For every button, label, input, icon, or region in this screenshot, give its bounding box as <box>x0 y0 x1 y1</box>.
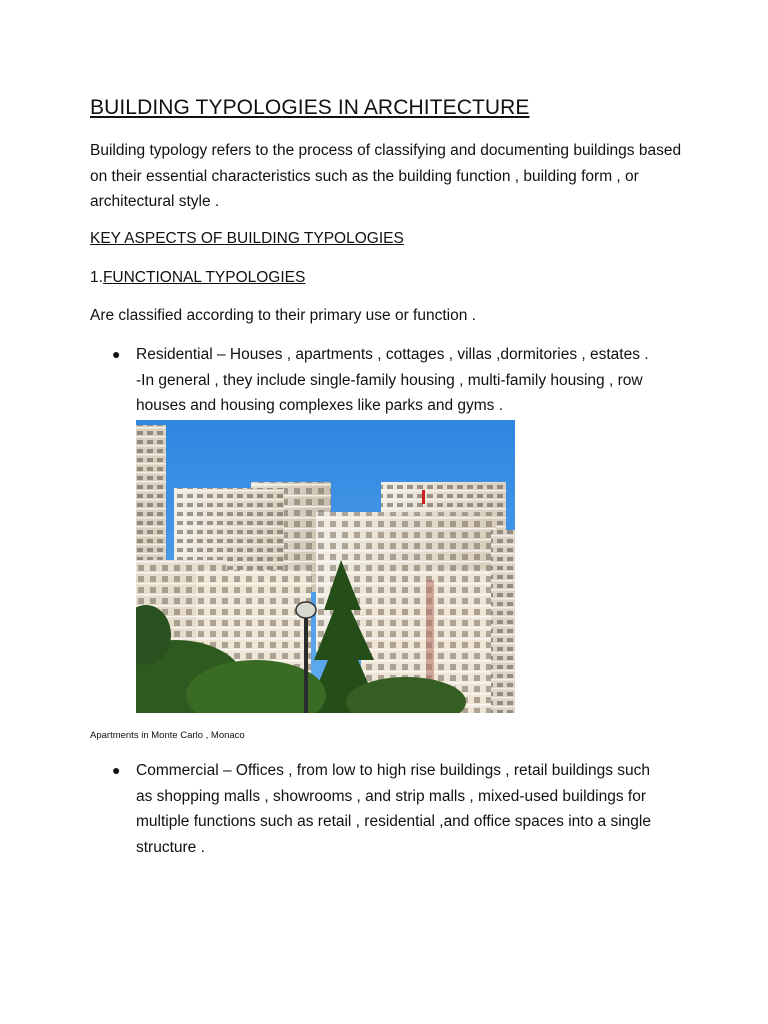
photo-caption: Apartments in Monte Carlo , Monaco <box>90 730 245 741</box>
bullet-line: Residential – Houses , apartments , cottages , villas ,dormitories , estates . <box>136 346 649 363</box>
functional-intro: Are classified according to their primary use or function . <box>90 307 476 324</box>
bullet-line: structure . <box>136 838 205 856</box>
functional-typologies-label: FUNCTIONAL TYPOLOGIES <box>102 269 306 286</box>
section-number: 1. <box>90 269 103 286</box>
functional-typologies-heading <box>90 267 305 289</box>
bullet-line: multiple functions such as retail , residential ,and office spaces into a single <box>136 813 651 830</box>
bullet-commercial <box>112 758 682 860</box>
apartments-photo-image <box>136 420 515 713</box>
bullet-line: Commercial – Offices , from low to high rise buildings , retail buildings such <box>136 762 651 779</box>
key-aspects-heading: KEY ASPECTS OF BUILDING TYPOLOGIES <box>90 230 404 247</box>
intro-paragraph: Building typology refers to the process of classifying and documenting buildings based on their essential characteristics such as the building function , building form , or architectural style . <box>90 142 682 210</box>
bullet-commercial-text <box>136 758 682 860</box>
bullet-icon: ● <box>112 762 121 778</box>
bullet-icon: ● <box>112 346 121 362</box>
bullet-line: as shopping malls , showrooms , and strip malls , mixed-used buildings for <box>136 787 647 805</box>
bullet-line: -In general , they include single-family housing , multi-family housing , row <box>136 371 643 389</box>
bullet-residential-text <box>136 342 682 419</box>
apartments-photo <box>136 420 515 713</box>
bullet-line: houses and housing complexes like parks and gyms . <box>136 397 504 414</box>
document-title: BUILDING TYPOLOGIES IN ARCHITECTURE <box>90 96 530 119</box>
bullet-residential <box>112 342 682 419</box>
